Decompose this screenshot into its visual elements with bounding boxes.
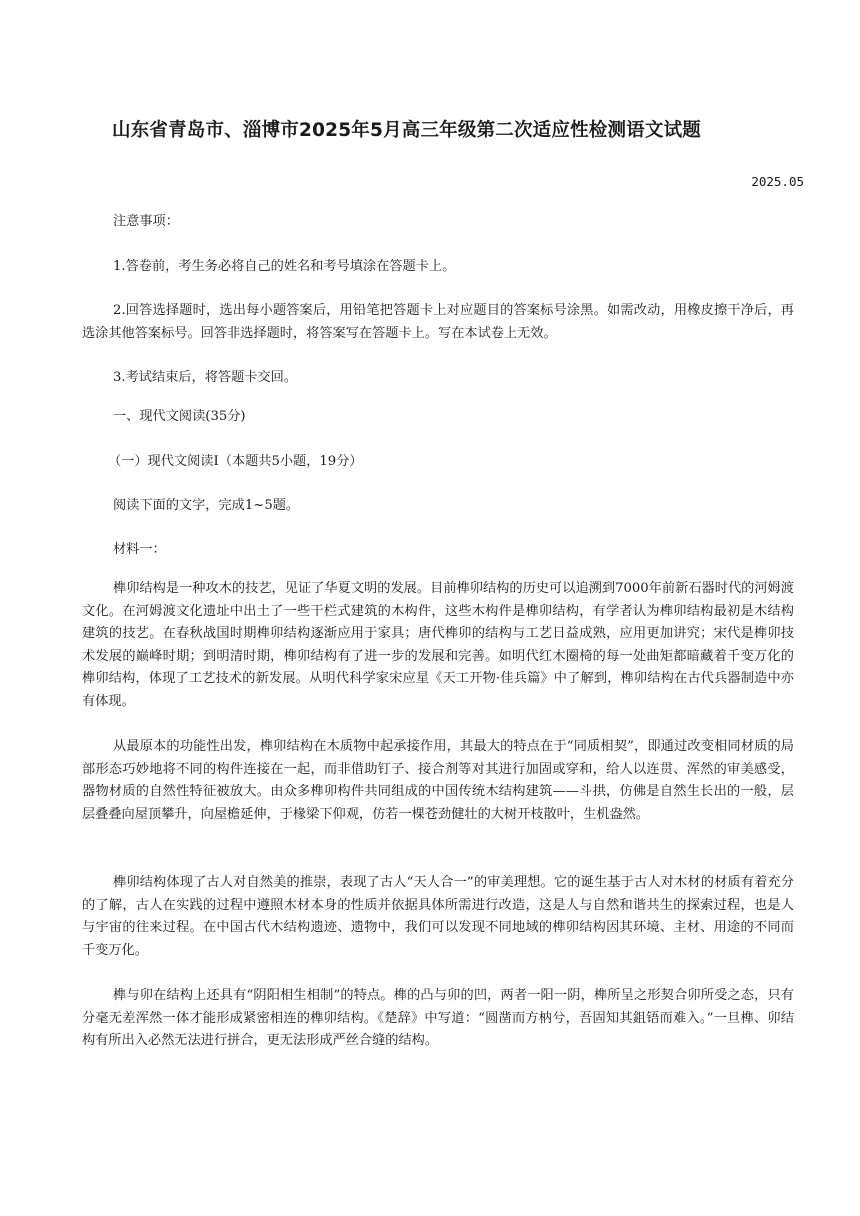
subsection-heading: （一）现代文阅读Ⅰ（本题共5小题，19分） (108, 454, 363, 469)
exam-date: 2025.05 (751, 174, 804, 189)
reading-instruction: 阅读下面的文字，完成1~5题。 (113, 498, 300, 513)
notice-heading: 注意事项： (113, 214, 179, 229)
page-title: 山东省青岛市、淄博市2025年5月高三年级第二次适应性检测语文试题 (112, 120, 701, 141)
notice-item-1: 1.答卷前，考生务必将自己的姓名和考号填涂在答题卡上。 (113, 259, 456, 274)
material-label: 材料一： (113, 542, 166, 557)
section-heading: 一、现代文阅读(35分) (113, 409, 246, 424)
body-paragraph-3: 榫卯结构体现了古人对自然美的推崇，表现了古人“天人合一”的审美理想。它的诞生基于古人对木材的材质有着充分的了解，古人在实践的过程中遵照木材本身的性质并依据具体所需进行改造，这是人与自然和谐共生的探索过程，也是人与宇宙的往来过程。在中国古代木结构遗迹、遗物中，我们可以发现不同地域的榫卯结构因其环境、主材、用途的不同而千变万化。 (82, 875, 794, 958)
body-paragraph-4: 榫与卯在结构上还具有“阴阳相生相制”的特点。榫的凸与卯的凹，两者一阳一阴，榫所呈之形契合卯所受之态，只有分毫无差浑然一体才能形成紧密相连的榫卯结构。《楚辞》中写道：“圆凿而方枘兮，吾固知其鉏铻而难入。”一旦榫、卯结构有所出入必然无法进行拼合，更无法形成严丝合缝的结构。 (82, 988, 794, 1048)
notice-item-2: 2.回答选择题时，选出每小题答案后，用铅笔把答题卡上对应题目的答案标号涂黑。如需改动，用橡皮擦干净后，再选涂其他答案标号。回答非选择题时，将答案写在答题卡上。写在本试卷上无效。 (82, 303, 794, 341)
notice-item-3: 3.考试结束后，将答题卡交回。 (113, 370, 298, 385)
body-paragraph-2: 从最原本的功能性出发，榫卯结构在木质物中起承接作用，其最大的特点在于“同质相契”，即通过改变相同材质的局部形态巧妙地将不同的构件连接在一起，而非借助钉子、接合剂等对其进行加固或穿和，给人以连贯、浑然的审美感受，器物材质的自然性特征被放大。由众多榫卯构件共同组成的中国传统木结构建筑——斗拱，仿佛是自然生长出的一般，层层叠叠向屋顶攀升，向屋檐延伸，于椽梁下仰观，仿若一棵苍劲健壮的大树开枝散叶，生机盎然。 (82, 739, 794, 822)
body-paragraph-1: 榫卯结构是一种攻木的技艺，见证了华夏文明的发展。目前榫卯结构的历史可以追溯到7000年前新石器时代的河姆渡文化。在河姆渡文化遗址中出土了一些干栏式建筑的木构件，这些木构件是榫卯结构，有学者认为榫卯结构最初是木结构建筑的技艺。在春秋战国时期榫卯结构逐渐应用于家具；唐代榫卯的结构与工艺日益成熟，应用更加讲究；宋代是榫卯技术发展的巅峰时期；到明清时期，榫卯结构有了进一步的发展和完善。如明代红木圈椅的每一处曲矩都暗藏着千变万化的榫卯结构，体现了工艺技术的新发展。从明代科学家宋应星《天工开物·佳兵篇》中了解到，榫卯结构在古代兵器制造中亦有体现。 (82, 581, 794, 709)
